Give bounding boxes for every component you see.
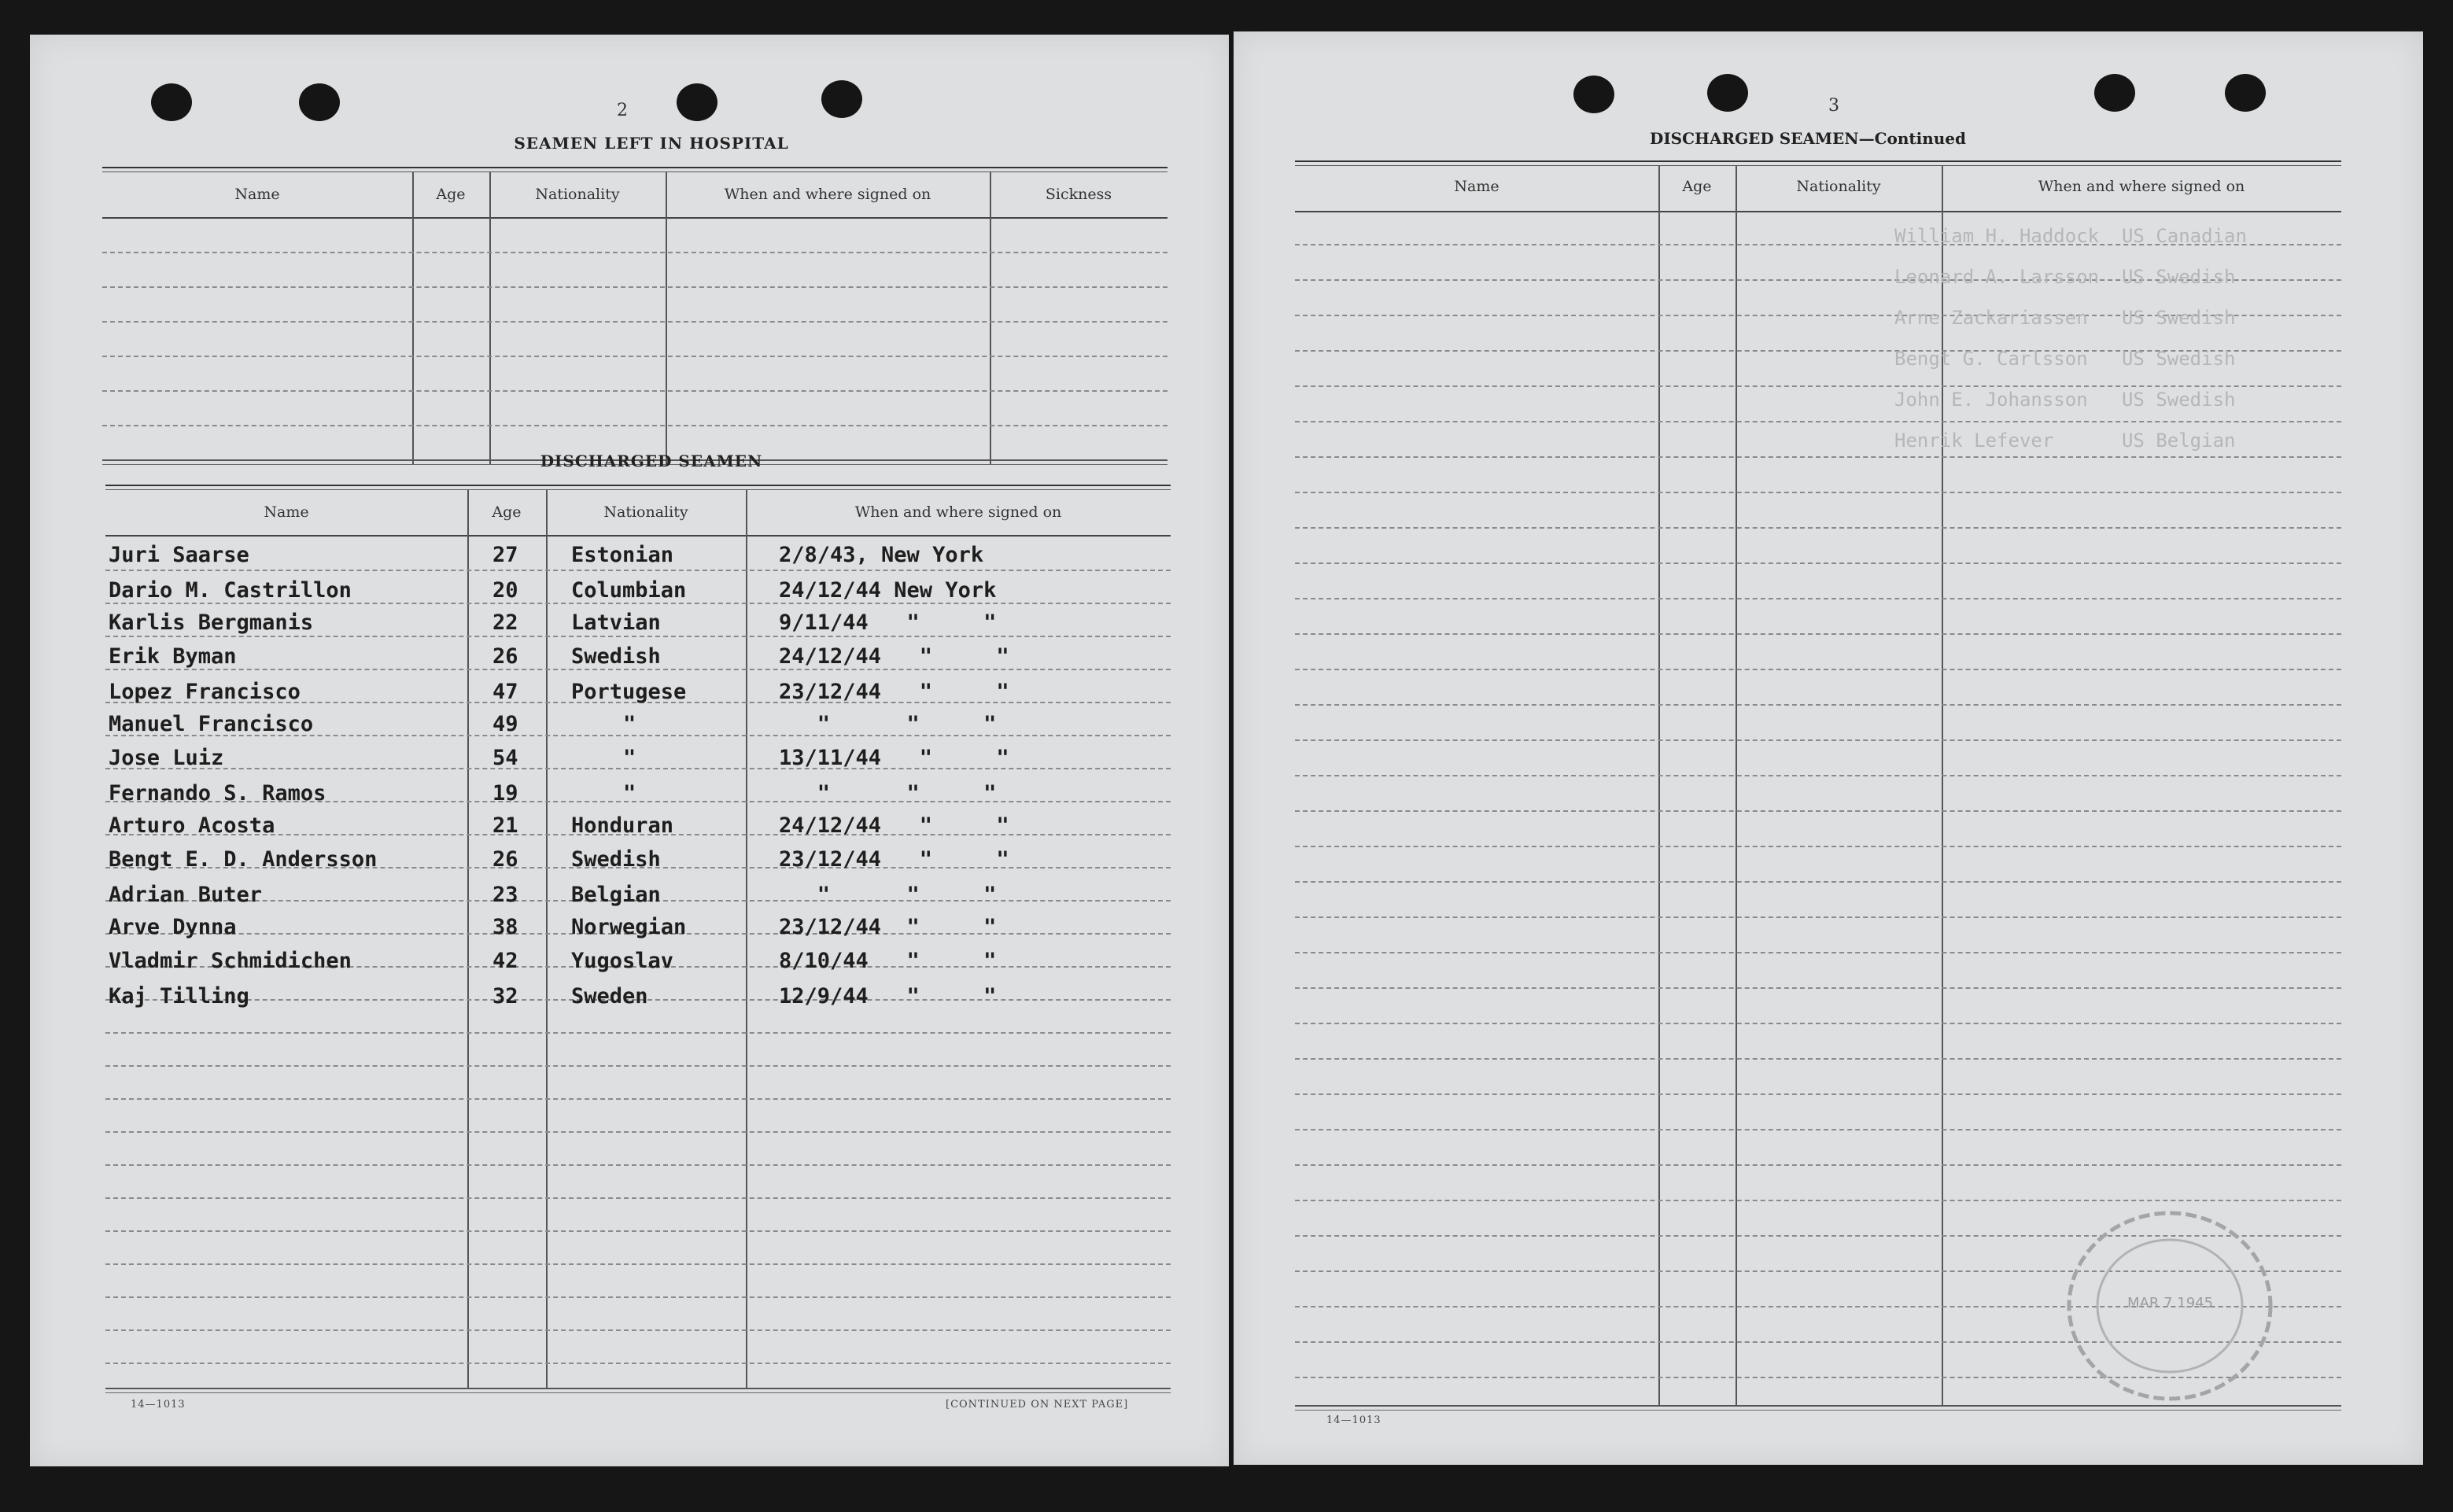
seaman-nationality: Honduran [571, 813, 674, 838]
page-number: 2 [617, 101, 628, 120]
seaman-name: Jose Luiz [109, 746, 224, 770]
right-col-name: Name [1454, 178, 1499, 195]
form-number: 14—1013 [131, 1399, 186, 1411]
seaman-signed-on: " " " [779, 781, 997, 806]
seaman-name: Juri Saarse [109, 543, 249, 567]
punch-hole [821, 80, 862, 118]
seaman-age: 27 [492, 543, 518, 567]
seaman-name: Erik Byman [109, 644, 237, 669]
right-col-nationality: Nationality [1796, 178, 1881, 195]
ghost-line: Leonard A. Larsson US Swedish [1894, 266, 2236, 288]
form-number: 14—1013 [1326, 1414, 1381, 1426]
seaman-nationality: Portugese [571, 680, 687, 704]
seaman-name: Vladmir Schmidichen [109, 949, 352, 973]
seaman-nationality: " [623, 712, 636, 736]
seaman-signed-on: 8/10/44 " " [779, 949, 997, 973]
seaman-nationality: Yugoslav [571, 949, 674, 973]
seaman-age: 38 [492, 915, 518, 939]
right-col-signed-on: When and where signed on [2038, 178, 2245, 195]
seaman-age: 54 [492, 746, 518, 770]
ghost-line: John E. Johansson US Swedish [1894, 389, 2236, 411]
discharged-continued-title: DISCHARGED SEAMEN—Continued [1649, 129, 1967, 148]
seaman-name: Arve Dynna [109, 915, 237, 939]
discharged-section-title: DISCHARGED SEAMEN [540, 452, 763, 470]
seaman-name: Manuel Francisco [109, 712, 314, 736]
seaman-nationality: Norwegian [571, 915, 687, 939]
seaman-signed-on: 24/12/44 " " [779, 813, 1009, 838]
seaman-signed-on: 24/12/44 " " [779, 644, 1009, 669]
hospital-col-nationality: Nationality [535, 186, 620, 203]
seaman-name: Kaj Tilling [109, 984, 249, 1009]
seaman-age: 26 [492, 644, 518, 669]
seaman-age: 47 [492, 680, 518, 704]
seaman-signed-on: 12/9/44 " " [779, 984, 997, 1009]
seaman-name: Dario M. Castrillon [109, 578, 352, 603]
seaman-age: 32 [492, 984, 518, 1009]
seaman-name: Lopez Francisco [109, 680, 301, 704]
seaman-signed-on: 23/12/44 " " [779, 915, 997, 939]
stamp-date: MAR 7 1945 [2127, 1295, 2214, 1311]
seaman-name: Adrian Buter [109, 883, 263, 907]
seaman-age: 20 [492, 578, 518, 603]
hospital-section-title: SEAMEN LEFT IN HOSPITAL [514, 134, 789, 153]
seaman-nationality: Swedish [571, 847, 661, 872]
seaman-age: 26 [492, 847, 518, 872]
seaman-age: 49 [492, 712, 518, 736]
hospital-col-name: Name [234, 186, 280, 203]
continued-note: [CONTINUED ON NEXT PAGE] [946, 1399, 1129, 1411]
punch-hole [151, 83, 192, 121]
ghost-line: Bengt G. Carlsson US Swedish [1894, 348, 2236, 370]
date-stamp [2052, 1196, 2304, 1432]
seaman-name: Bengt E. D. Andersson [109, 847, 378, 872]
seaman-age: 42 [492, 949, 518, 973]
seaman-nationality: Belgian [571, 883, 661, 907]
hospital-col-signed-on: When and where signed on [724, 186, 931, 203]
hospital-col-sickness: Sickness [1045, 186, 1112, 203]
page-number: 3 [1828, 96, 1839, 116]
punch-hole [1573, 76, 1614, 113]
discharged-col-signed-on: When and where signed on [854, 503, 1062, 521]
seaman-signed-on: 23/12/44 " " [779, 680, 1009, 704]
ghost-line: Arne Zackariassen US Swedish [1894, 307, 2236, 329]
stamp-circle-icon [2052, 1196, 2304, 1432]
seaman-signed-on: " " " [779, 712, 997, 736]
seaman-nationality: Sweden [571, 984, 648, 1009]
punch-hole [2094, 74, 2135, 112]
seaman-age: 21 [492, 813, 518, 838]
seaman-signed-on: 24/12/44 New York [779, 578, 997, 603]
seaman-age: 19 [492, 781, 518, 806]
punch-hole [1707, 74, 1748, 112]
seaman-nationality: " [623, 746, 636, 770]
seaman-age: 23 [492, 883, 518, 907]
seaman-nationality: Columbian [571, 578, 687, 603]
seaman-nationality: Latvian [571, 610, 661, 635]
ghost-line: Henrik Lefever US Belgian [1894, 430, 2236, 452]
discharged-col-nationality: Nationality [603, 503, 688, 521]
seaman-signed-on: 2/8/43, New York [779, 543, 984, 567]
seaman-nationality: Estonian [571, 543, 674, 567]
seaman-name: Fernando S. Ramos [109, 781, 326, 806]
punch-hole [2225, 74, 2266, 112]
punch-hole [677, 83, 717, 121]
right-col-age: Age [1682, 178, 1712, 195]
seaman-signed-on: 13/11/44 " " [779, 746, 1009, 770]
discharged-col-age: Age [492, 503, 522, 521]
seaman-signed-on: " " " [779, 883, 997, 907]
seaman-name: Karlis Bergmanis [109, 610, 314, 635]
hospital-col-age: Age [436, 186, 466, 203]
seaman-signed-on: 23/12/44 " " [779, 847, 1009, 872]
seaman-nationality: " [623, 781, 636, 806]
seaman-name: Arturo Acosta [109, 813, 275, 838]
seaman-age: 22 [492, 610, 518, 635]
seaman-signed-on: 9/11/44 " " [779, 610, 997, 635]
punch-hole [299, 83, 340, 121]
ghost-line: William H. Haddock US Canadian [1894, 225, 2247, 247]
left-page [30, 35, 1229, 1466]
discharged-col-name: Name [264, 503, 309, 521]
seaman-nationality: Swedish [571, 644, 661, 669]
right-page [1234, 31, 2423, 1465]
